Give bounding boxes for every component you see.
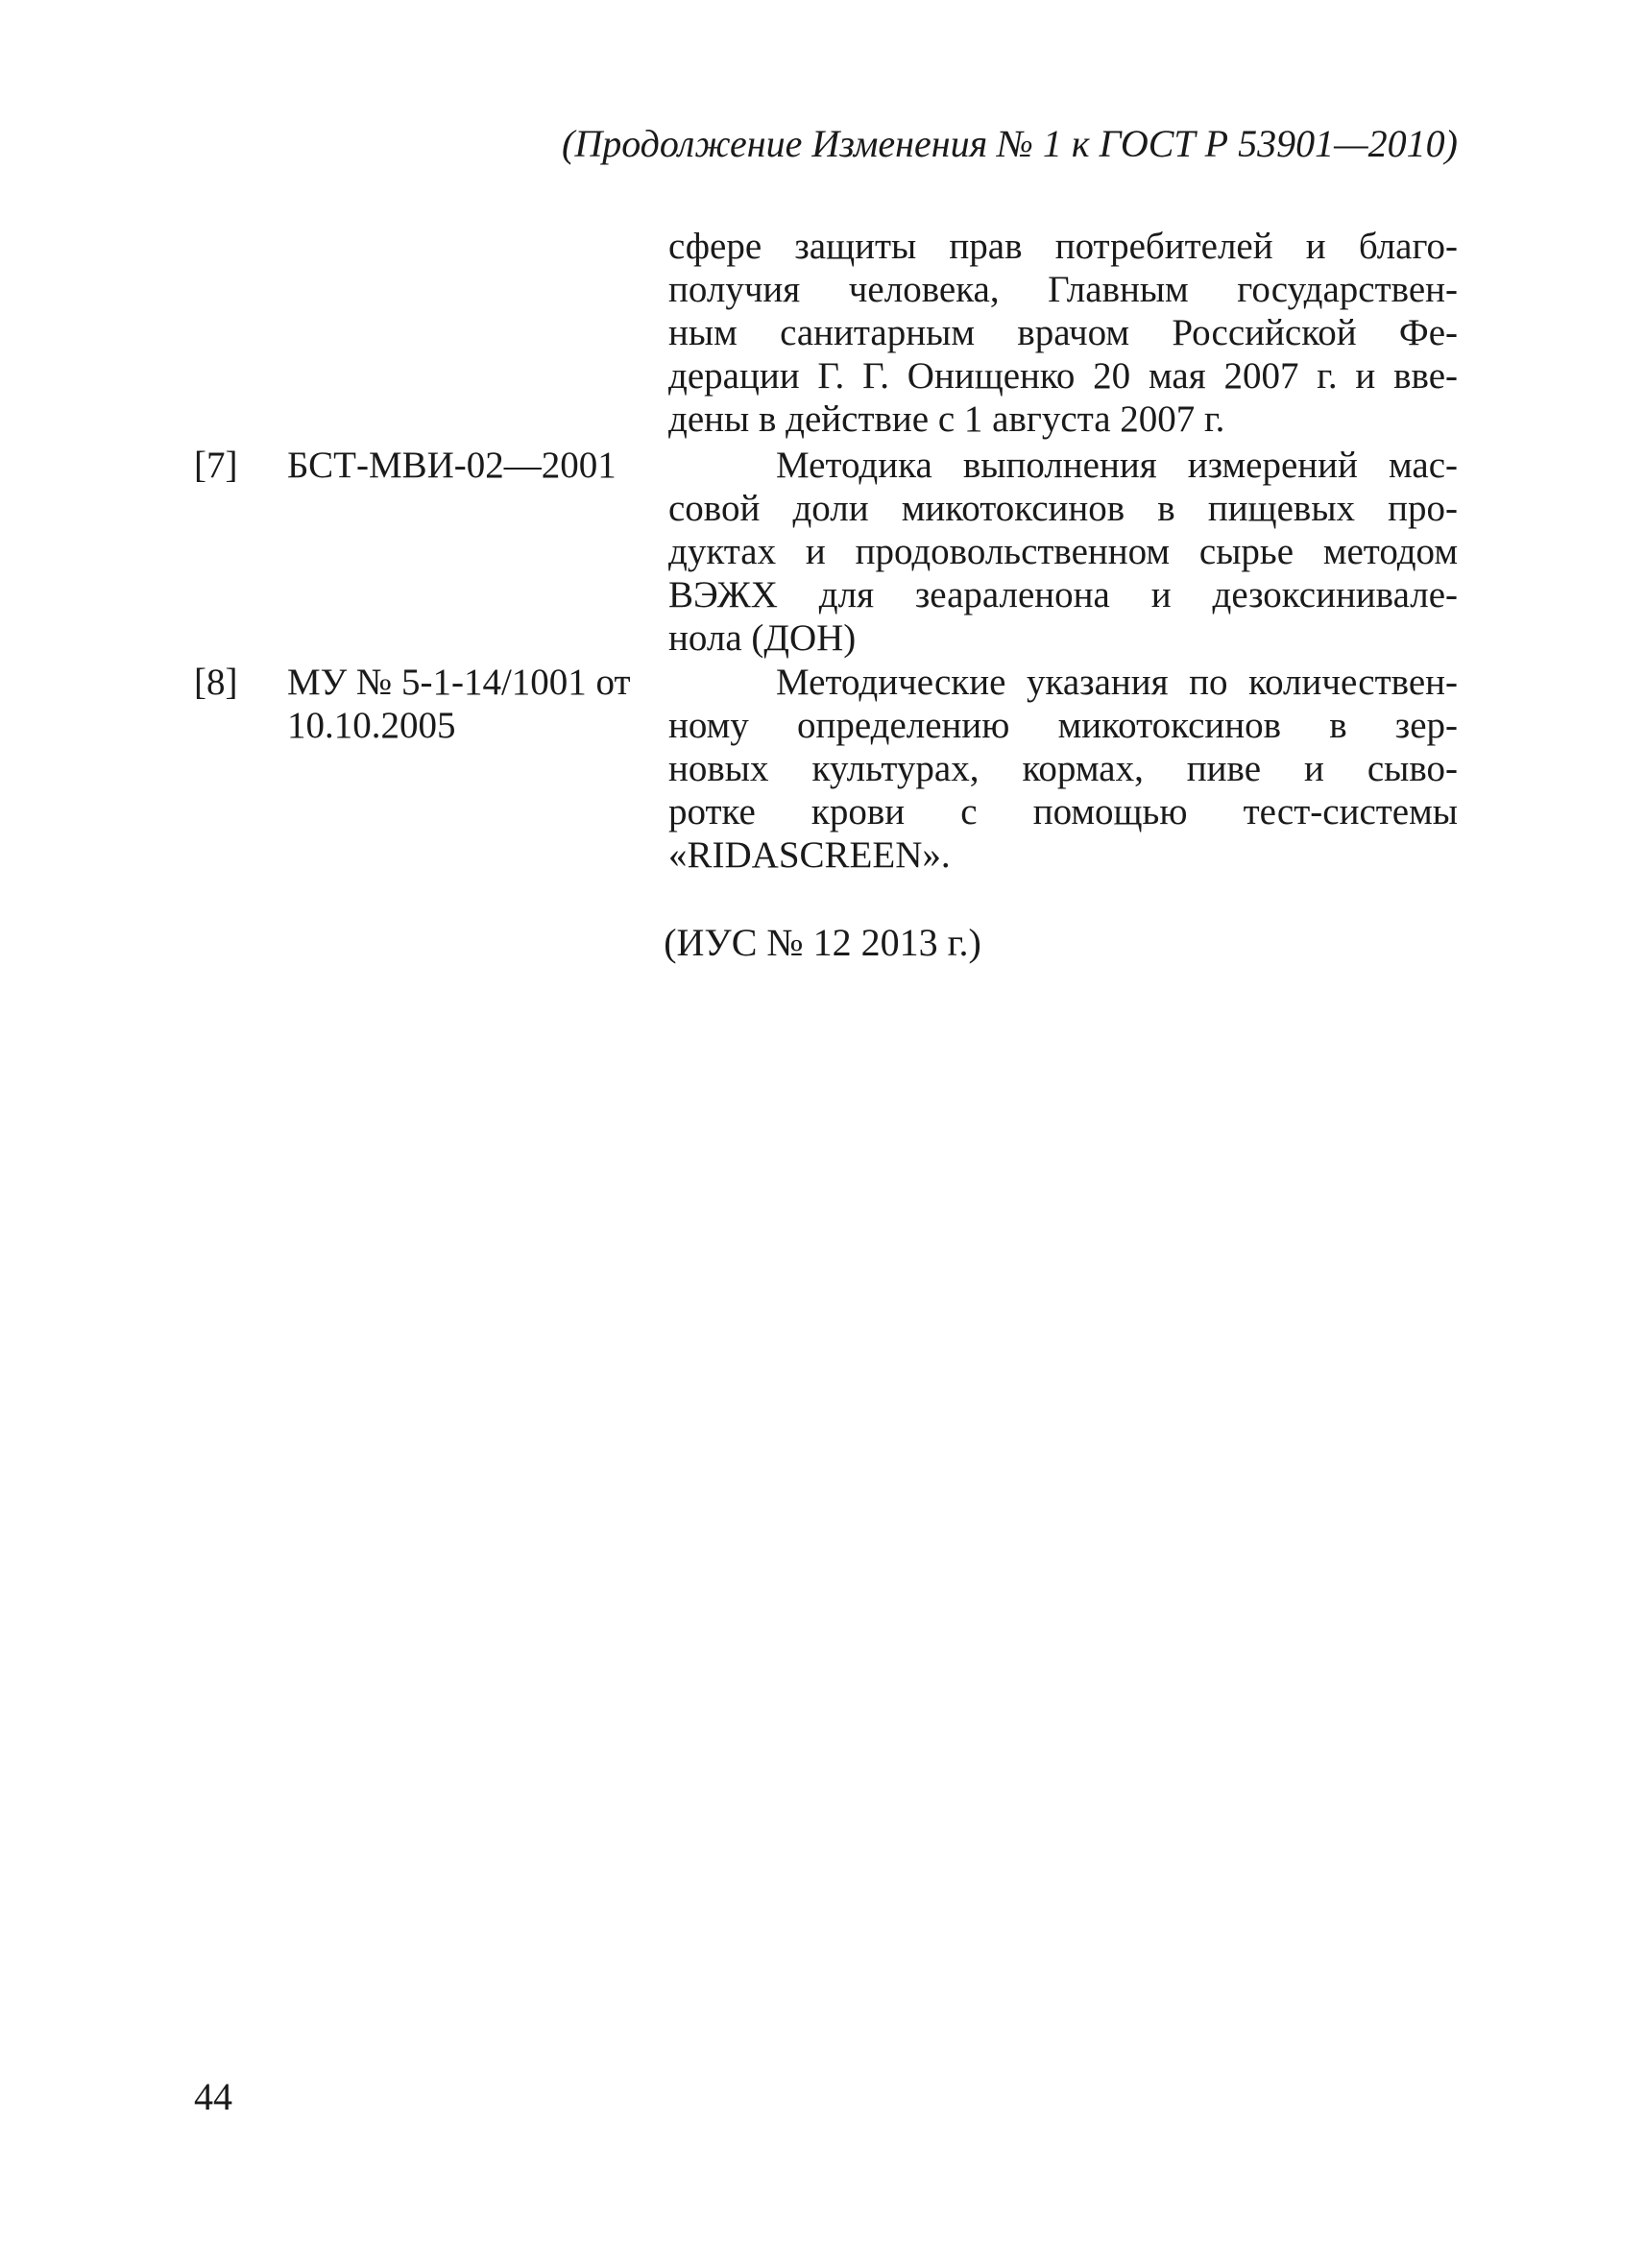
reference-number: [7] (194, 445, 238, 486)
continuation-line: дены в действие с 1 августа 2007 г. (668, 398, 1225, 440)
running-header: (Продолжение Изменения № 1 к ГОСТ Р 53901—2010) (562, 122, 1458, 165)
reference-code: БСТ-МВИ-02—2001 (287, 445, 617, 486)
reference-description-line: ротке крови с помощью тест-системы (668, 791, 1458, 832)
reference-description-line: «RIDASCREEN». (668, 834, 951, 876)
reference-code: МУ № 5-1-14/1001 от (287, 662, 631, 703)
reference-description-line: дуктах и продовольственном сырье методом (668, 531, 1458, 572)
continuation-line: ным санитарным врачом Российской Фе- (668, 312, 1458, 353)
ius-note: (ИУС № 12 2013 г.) (664, 921, 981, 964)
reference-description-line: совой доли микотоксинов в пищевых про- (668, 488, 1458, 529)
continuation-line: получия человека, Главным государствен- (668, 269, 1458, 310)
page-number: 44 (194, 2075, 232, 2118)
reference-description-line: Методика выполнения измерений мас- (776, 445, 1458, 486)
reference-number: [8] (194, 662, 238, 703)
reference-code: 10.10.2005 (287, 705, 456, 746)
reference-description-line: нола (ДОН) (668, 617, 857, 659)
continuation-line: сфере защиты прав потребителей и благо- (668, 226, 1458, 267)
continuation-line: дерации Г. Г. Онищенко 20 мая 2007 г. и вве- (668, 355, 1458, 397)
reference-description-line: Методические указания по количествен- (776, 662, 1458, 703)
reference-description-line: ВЭЖХ для зеараленона и дезоксинивале- (668, 574, 1458, 615)
reference-description-line: новых культурах, кормах, пиве и сыво- (668, 748, 1458, 789)
reference-description-line: ному определению микотоксинов в зер- (668, 705, 1458, 746)
